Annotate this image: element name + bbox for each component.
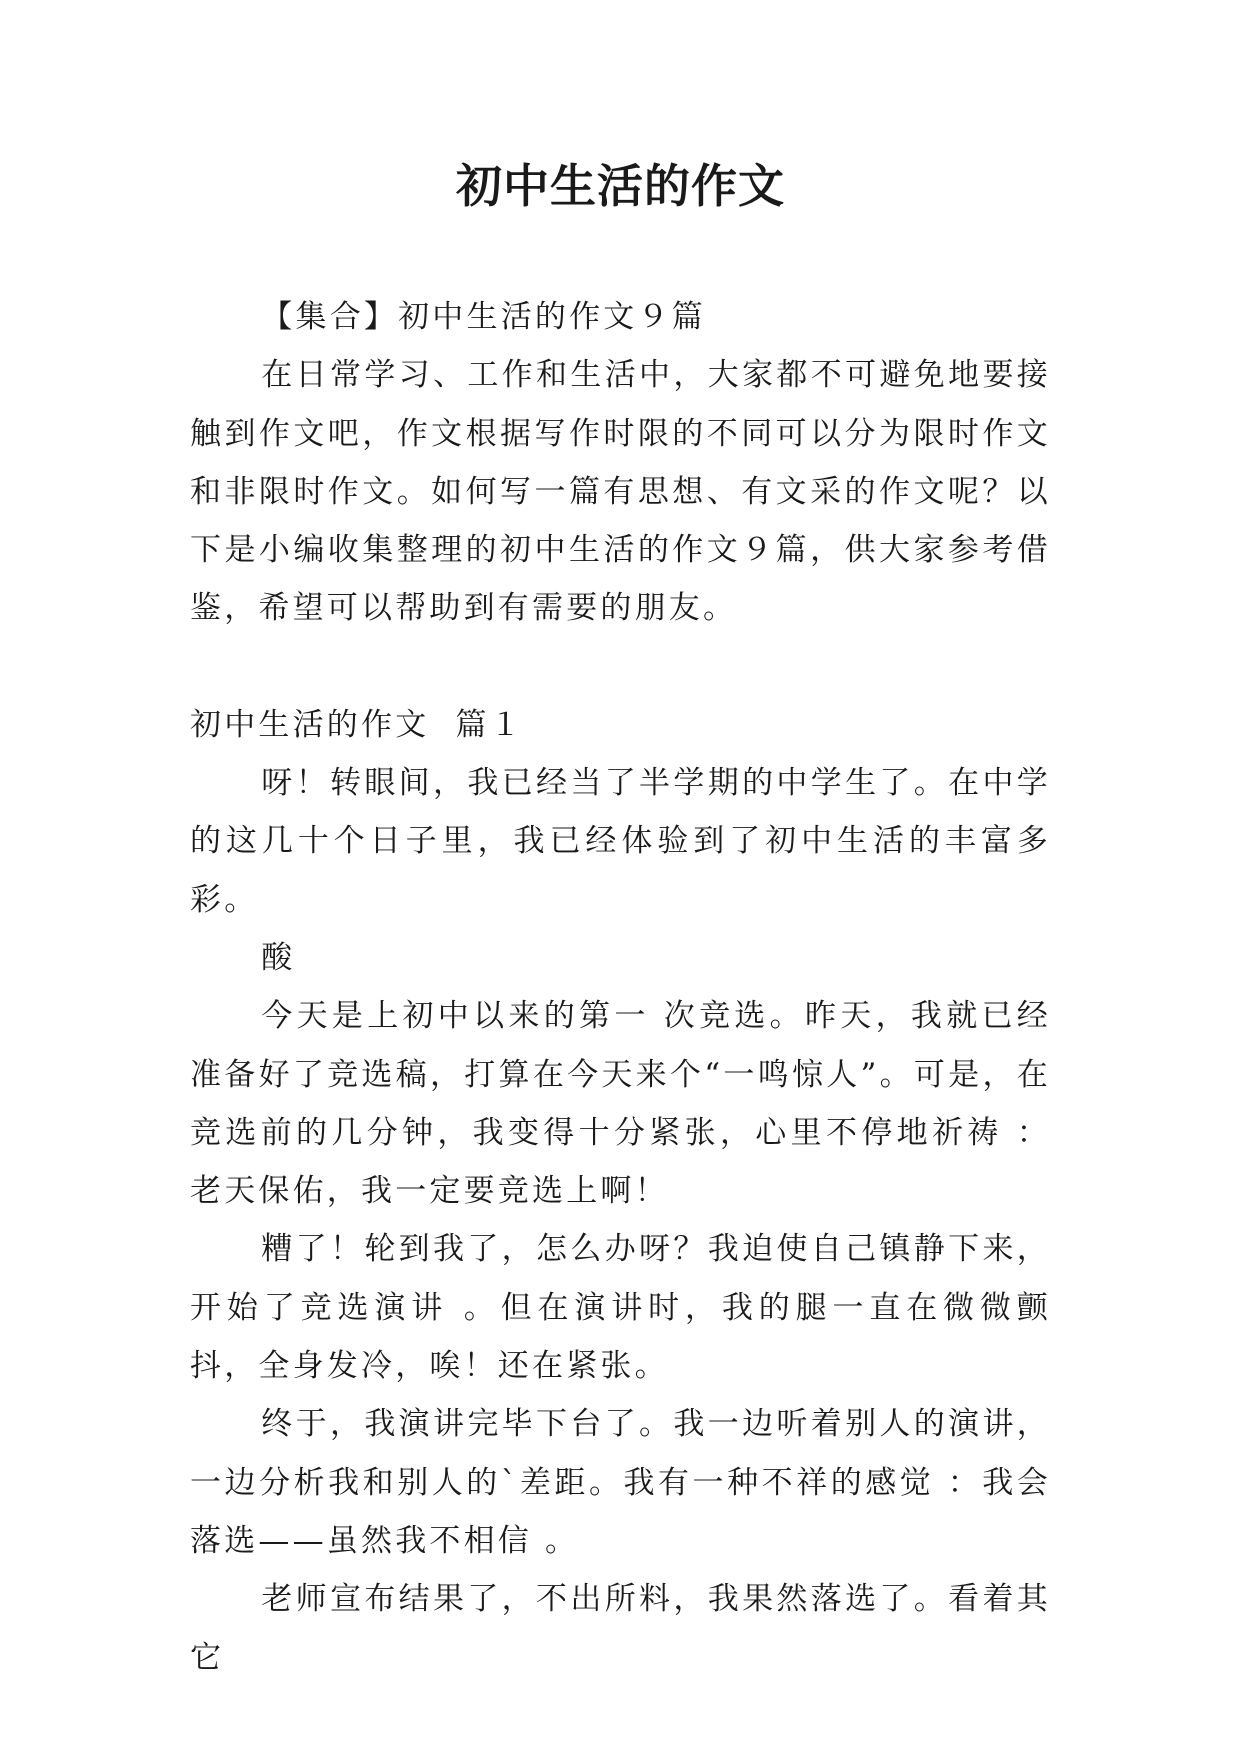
intro-heading: 【集合】初中生活的作文９篇 — [261, 299, 706, 335]
paragraph: 酸 — [261, 939, 296, 976]
paragraph: 糟了！轮到我了，怎么办呀？我迫使自己镇静下来，开始了竞选演讲 。但在演讲时，我的腿一直在微微颤抖，全身发冷，唉！还在紧张。 — [190, 1231, 1051, 1385]
intro-paragraph: 在日常学习、工作和生活中，大家都不可避免地要接触到作文吧，作文根据写作时限的不同可以分为限时作文和非限时作文。如何写一篇有思想、有文采的作文呢？以下是小编收集整理的初中生活的作文９篇，供大家参考借鉴，希望可以帮助到有需要的朋友。 — [190, 357, 1051, 627]
paragraph: 呀！转眼间，我已经当了半学期的中学生了。在中学的这几十个日子里，我已经体验到了初中生活的丰富多彩。 — [190, 765, 1051, 918]
paragraph: 老师宣布结果了，不出所料，我果然落选了。看着其它 — [190, 1581, 1051, 1676]
section-spacer — [190, 638, 1051, 696]
document-body — [190, 288, 1051, 1687]
section-heading: 初中生活的作文 篇１ — [190, 706, 524, 743]
paragraph: 今天是上初中以来的第一 次竞选。昨天，我就已经准备好了竞选稿，打算在今天来个“一鸣惊人”。可是，在竞选前的几分钟，我变得十分紧张，心里不停地祈祷 ：老天保佑，我一定要竞选上啊！ — [190, 998, 1051, 1210]
document-title: 初中生活的作文 — [456, 159, 785, 213]
paragraph: 终于，我演讲完毕下台了。我一边听着别人的演讲，一边分析我和别人的`差距。我有一种不祥的感觉 ：我会落选——虽然我不相信 。 — [190, 1406, 1051, 1559]
